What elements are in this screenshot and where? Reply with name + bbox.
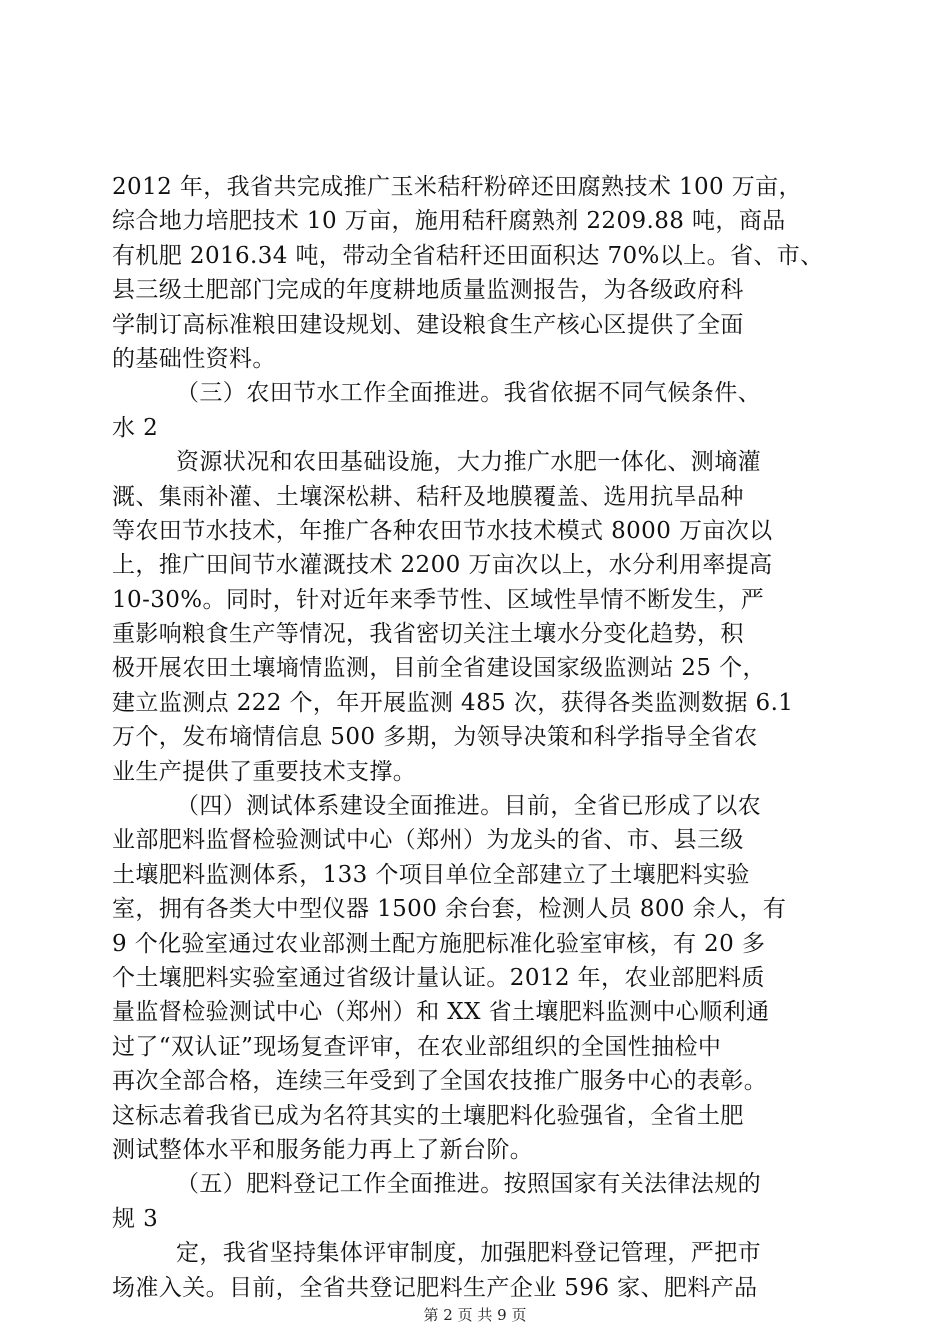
body-line: 重影响粮食生产等情况，我省密切关注土壤水分变化趋势，积	[112, 621, 744, 648]
body-line: 室，拥有各类大中型仪器 1500 余台套，检测人员 800 余人，有	[112, 896, 787, 923]
body-line: 上，推广田间节水灌溉技术 2200 万亩次以上，水分利用率提高	[112, 552, 773, 579]
body-line: 业部肥料监督检验测试中心（郑州）为龙头的省、市、县三级	[112, 827, 744, 854]
body-line: （五）肥料登记工作全面推进。按照国家有关法律法规的	[176, 1171, 761, 1198]
body-line: 个土壤肥料实验室通过省级计量认证。2012 年，农业部肥料质	[112, 964, 765, 991]
document-body	[112, 170, 842, 1305]
body-line: 土壤肥料监测体系，133 个项目单位全部建立了土壤肥料实验	[112, 861, 750, 888]
body-line: 测试整体水平和服务能力再上了新台阶。	[112, 1136, 534, 1163]
body-line: 建立监测点 222 个，年开展监测 485 次，获得各类监测数据 6.1	[112, 689, 794, 716]
body-line: （四）测试体系建设全面推进。目前，全省已形成了以农	[176, 793, 761, 820]
body-line: 综合地力培肥技术 10 万亩，施用秸秆腐熟剂 2209.88 吨，商品	[112, 208, 786, 235]
body-line: 过了“双认证”现场复查评审，在农业部组织的全国性抽检中	[112, 1033, 722, 1060]
body-line: 业生产提供了重要技术支撑。	[112, 758, 417, 785]
body-line: 有机肥 2016.34 吨，带动全省秸秆还田面积达 70%以上。省、市、	[112, 242, 824, 269]
body-line: 资源状况和农田基础设施，大力推广水肥一体化、测墒灌	[176, 449, 761, 476]
body-line: （三）农田节水工作全面推进。我省依据不同气候条件、	[176, 380, 761, 407]
body-line: 极开展农田土壤墒情监测，目前全省建设国家级监测站 25 个，	[112, 655, 766, 682]
page-footer: 第 2 页 共 9 页	[423, 1306, 527, 1324]
body-line: 再次全部合格，连续三年受到了全国农技推广服务中心的表彰。	[112, 1068, 768, 1095]
body-line: 10-30%。同时，针对近年来季节性、区域性旱情不断发生，严	[112, 586, 765, 613]
body-line: 定，我省坚持集体评审制度，加强肥料登记管理，严把市	[176, 1240, 761, 1267]
body-line: 等农田节水技术，年推广各种农田节水技术模式 8000 万亩次以	[112, 517, 773, 544]
body-line: 的基础性资料。	[112, 345, 276, 372]
body-line: 水 2	[112, 414, 159, 441]
body-line: 2012 年，我省共完成推广玉米秸秆粉碎还田腐熟技术 100 万亩，	[112, 174, 802, 200]
body-line: 溉、集雨补灌、土壤深松耕、秸秆及地膜覆盖、选用抗旱品种	[112, 483, 744, 510]
body-line: 县三级土肥部门完成的年度耕地质量监测报告，为各级政府科	[112, 277, 744, 304]
body-line: 规 3	[112, 1205, 159, 1232]
body-line: 场准入关。目前，全省共登记肥料生产企业 596 家、肥料产品	[112, 1274, 758, 1301]
body-line: 学制订高标准粮田建设规划、建设粮食生产核心区提供了全面	[112, 311, 744, 338]
body-line: 9 个化验室通过农业部测土配方施肥标准化验室审核，有 20 多	[112, 930, 766, 957]
body-line: 这标志着我省已成为名符其实的土壤肥料化验强省，全省土肥	[112, 1102, 744, 1129]
body-line: 量监督检验测试中心（郑州）和 XX 省土壤肥料监测中心顺利通	[112, 999, 770, 1026]
body-line: 万个，发布墒情信息 500 多期，为领导决策和科学指导全省农	[112, 724, 758, 751]
